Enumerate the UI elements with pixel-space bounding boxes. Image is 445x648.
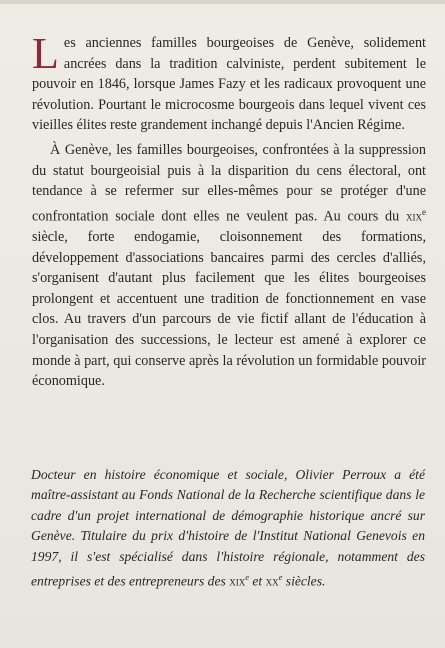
blurb-paragraph-1-text: es anciennes familles bourgeoises de Genève, solidement ancrées dans la tradition calviniste, perdent subitement le pouvoir en 1846, lorsque James Fazy et les radicaux provoquent une révolution. Pourtant le microcosme bourgeois dans lequel vivent ces vieilles élites reste grandement inchangé depuis l'Ancien Régime.	[32, 35, 426, 134]
century-numeral-19: xix	[229, 574, 246, 589]
author-bio-end: siècles.	[282, 573, 326, 589]
drop-cap: L	[32, 29, 59, 78]
blurb-text	[32, 29, 426, 392]
century-numeral-20: xx	[265, 574, 279, 589]
blurb-paragraph-2-part-a: À Genève, les familles bourgeoises, confrontées à la suppression du statut bourgeoisial puis à la disparition du cens électoral, ont tendance à se refermer sur elles-mêmes pour se protéger d'une confrontation sociale dont elles ne veulent pas. Au cours du	[32, 141, 426, 225]
author-bio-text: Docteur en histoire économique et sociale, Olivier Perroux a été maître-assistant au Fonds National de la Recherche scientifique dans le cadre d'un projet international de démographie historique ancré sur Genève. Titulaire du prix d'histoire de l'Institut National Genevois en 1997, il s'est spécialisé dans l'histoire régionale, notamment des entreprises et des entrepreneurs des	[31, 467, 425, 589]
author-bio-paragraph	[31, 465, 425, 592]
blurb-paragraph-2	[32, 140, 426, 392]
century-superscript: e	[422, 206, 426, 217]
century-sup-19: e	[245, 572, 249, 583]
blurb-paragraph-2-part-b: siècle, forte endogamie, cloisonnement des formations, développement d'associations bancaires parmi des cercles d'alliés, s'organisent d'autant plus facilement que les élites bourgeoises prolongent et accentuent une tradition de fonctionnement en vase clos. Au travers d'un parcours de vie fictif allant de l'éducation à l'organisation des successions, le lecteur est amené à explorer ce monde à part, qui conserve après la révolution un formidable pouvoir économique.	[32, 229, 426, 390]
century-sup-20: e	[278, 572, 283, 583]
author-bio-conjunction: et	[248, 573, 266, 589]
century-numeral: xix	[406, 208, 422, 224]
blurb-paragraph-1	[32, 29, 426, 136]
page-edge	[0, 0, 445, 4]
author-bio	[31, 465, 425, 592]
